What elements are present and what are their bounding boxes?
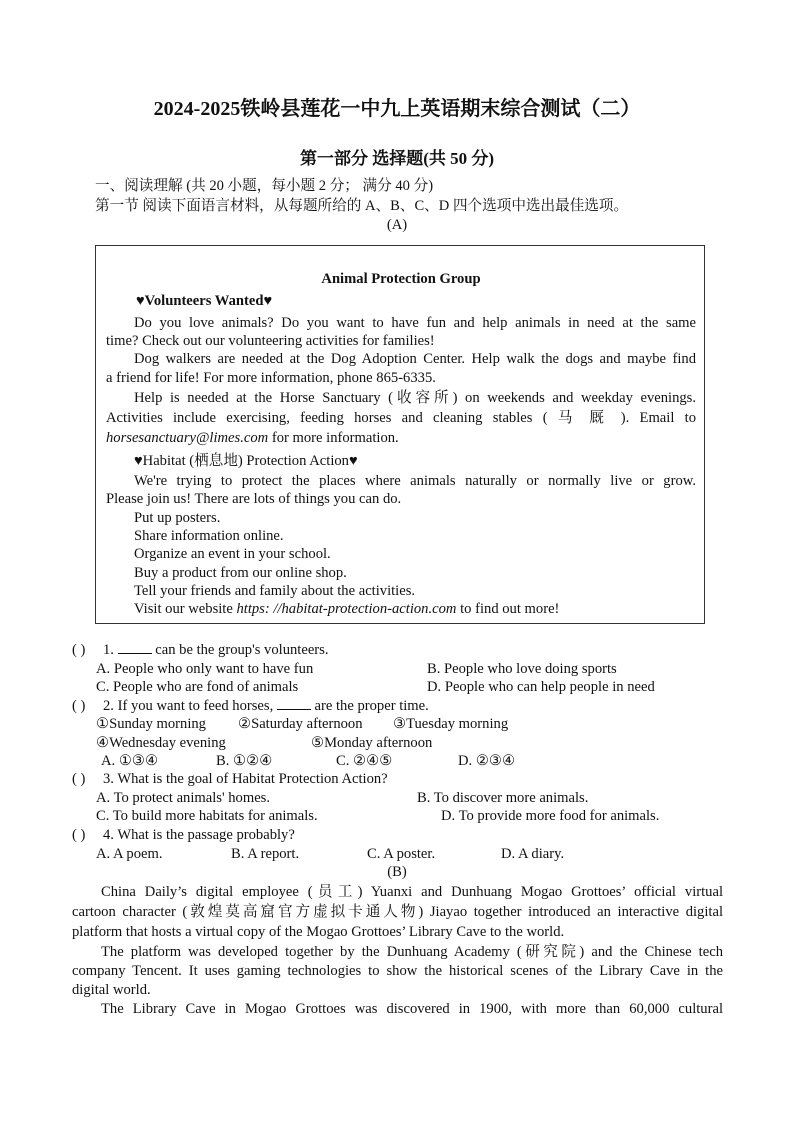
q3-stem: 3. What is the goal of Habitat Protection Action? [103, 771, 388, 787]
q1-option-c[interactable]: C. People who are fond of animals [96, 679, 299, 695]
notice-p2-line1: Dog walkers are needed at the Dog Adoption Center. Help walk the dogs and maybe find [134, 351, 696, 367]
q2-stem-pre: 2. If you want to feed horses, [103, 698, 277, 714]
list-item: Share information online. [134, 528, 284, 544]
q1-answer-paren[interactable]: ( ) [72, 642, 86, 658]
q2-option-a[interactable]: A. ①③④ [101, 753, 159, 769]
website-line [134, 600, 559, 619]
page-title: 2024-2025铁岭县莲花一中九上英语期末综合测试（二） [153, 98, 641, 120]
notice-p3-line3-rest: for more information. [268, 430, 399, 446]
list-item: Tell your friends and family about the activities. [134, 583, 416, 599]
q3-option-d[interactable]: D. To provide more food for animals. [441, 808, 660, 824]
website-link[interactable]: https: //habitat-protection-action.com [236, 601, 457, 617]
passage-a-label: (A) [386, 217, 408, 233]
q4-stem: 4. What is the passage probably? [103, 827, 295, 843]
part-heading: 第一部分 选择题(共 50 分) [299, 149, 495, 168]
section-instructions: 第一节 阅读下面语言材料，从每题所给的 A、B、C、D 四个选项中选出最佳选项。 [95, 198, 629, 214]
q2-choice-4: ④Wednesday evening [96, 735, 226, 751]
notice-p2-line2: a friend for life! For more information, phone 865-6335. [106, 370, 436, 386]
q1-stem-pre: 1. [103, 642, 118, 658]
notice-p3-line2: Activities include exercising, feeding horses and cleaning stables ( 马 厩 ). Email to [106, 410, 696, 426]
q3-option-a[interactable]: A. To protect animals' homes. [96, 790, 270, 806]
notice-p1-line2: time? Check out our volunteering activities for families! [106, 333, 435, 349]
q2-option-b[interactable]: B. ①②④ [216, 753, 273, 769]
notice-p3-line3 [106, 429, 399, 448]
passage-b-line4: The platform was developed together by the Dunhuang Academy (研究院) and the Chinese tech [101, 944, 723, 960]
q3-option-b[interactable]: B. To discover more animals. [417, 790, 589, 806]
list-item: Put up posters. [134, 510, 221, 526]
q1-stem [103, 641, 329, 660]
q2-stem [103, 697, 429, 716]
section-intro: 一、阅读理解 (共 20 小题，每小题 2 分； 满分 40 分) [95, 178, 434, 194]
website-prefix: Visit our website [134, 601, 237, 617]
q1-option-b[interactable]: B. People who love doing sports [427, 661, 617, 677]
q1-option-a[interactable]: A. People who only want to have fun [96, 661, 314, 677]
passage-b-line7: The Library Cave in Mogao Grottoes was discovered in 1900, with more than 60,000 cultural [101, 1001, 723, 1017]
q1-blank [118, 641, 152, 654]
q4-answer-paren[interactable]: ( ) [72, 827, 86, 843]
notice-p4-line1: We're trying to protect the places where animals naturally or normally live or grow. [134, 473, 696, 489]
q4-option-b[interactable]: B. A report. [231, 846, 300, 862]
q4-option-d[interactable]: D. A diary. [501, 846, 565, 862]
q2-option-d[interactable]: D. ②③④ [458, 753, 516, 769]
notice-p4-line2: Please join us! There are lots of things you can do. [106, 491, 402, 507]
website-suffix: to find out more! [456, 601, 560, 617]
q4-option-c[interactable]: C. A poster. [367, 846, 436, 862]
horse-sanctuary-email[interactable]: horsesanctuary@limes.com [106, 430, 269, 446]
notice-p1-line1: Do you love animals? Do you want to have fun and help animals in need at the same [134, 315, 696, 331]
q2-blank [277, 697, 311, 710]
passage-b-line3: platform that hosts a virtual copy of the Mogao Grottoes’ Library Cave to the world. [72, 924, 565, 940]
passage-b-line6: digital world. [72, 982, 151, 998]
q2-stem-post: are the proper time. [310, 698, 429, 714]
q3-answer-paren[interactable]: ( ) [72, 771, 86, 787]
passage-b-line5: company Tencent. It uses gaming technologies to show the historical scenes of the Library Cave in the [72, 963, 723, 979]
q2-choice-5: ⑤Monday afternoon [311, 735, 433, 751]
q1-option-d[interactable]: D. People who can help people in need [427, 679, 655, 695]
q1-stem-post: can be the group's volunteers. [151, 642, 329, 658]
passage-b-label: (B) [387, 864, 407, 880]
passage-b-line1: China Daily’s digital employee (员工) Yuanxi and Dunhuang Mogao Grottoes’ official virtual [101, 884, 723, 900]
habitat-heading: ♥Habitat (栖息地) Protection Action♥ [134, 453, 358, 469]
q2-option-c[interactable]: C. ②④⑤ [336, 753, 393, 769]
q3-option-c[interactable]: C. To build more habitats for animals. [96, 808, 318, 824]
q4-option-a[interactable]: A. A poem. [96, 846, 163, 862]
q2-choice-3: ③Tuesday morning [393, 716, 509, 732]
notice-box [95, 245, 705, 624]
q2-choice-2: ②Saturday afternoon [238, 716, 363, 732]
passage-b-line2: cartoon character (敦煌莫高窟官方虚拟卡通人物) Jiayao together introduced an interactive digital [72, 904, 723, 920]
list-item: Buy a product from our online shop. [134, 565, 347, 581]
notice-p3-line1: Help is needed at the Horse Sanctuary (收容所) on weekends and weekday evenings. [134, 390, 696, 406]
volunteers-heading: ♥Volunteers Wanted♥ [136, 293, 273, 309]
q2-choice-1: ①Sunday morning [96, 716, 206, 732]
notice-title: Animal Protection Group [321, 271, 481, 287]
q2-answer-paren[interactable]: ( ) [72, 698, 86, 714]
list-item: Organize an event in your school. [134, 546, 331, 562]
